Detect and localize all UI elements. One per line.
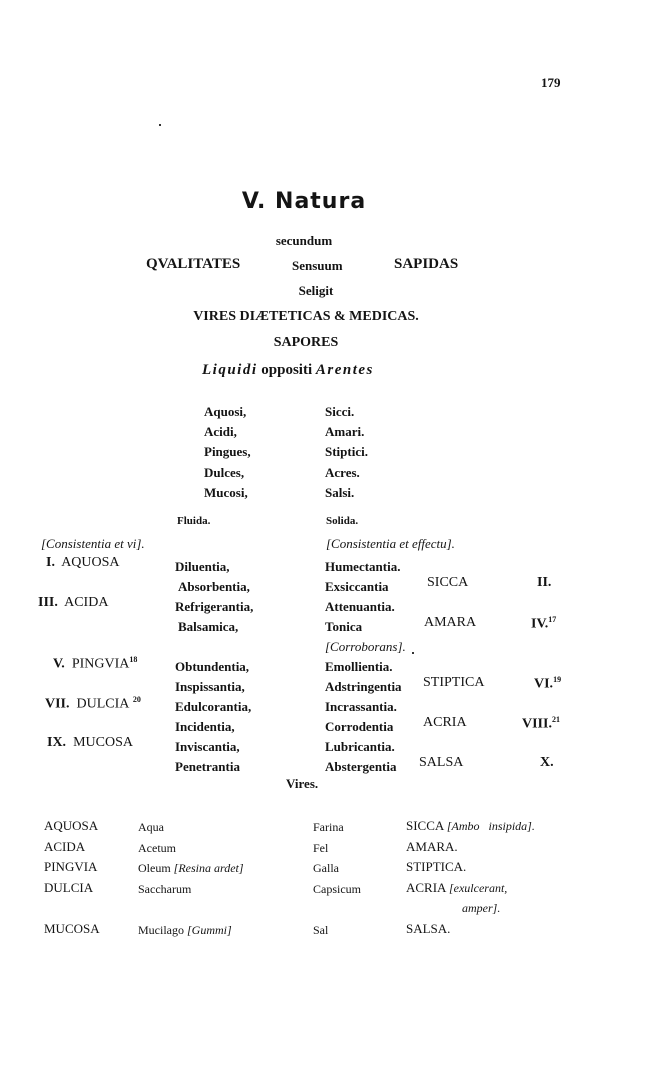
roman-numeral: VI.$^{19}$ [534,675,562,692]
list-item: Attenuantia. [325,599,395,614]
list-item: Corrodentia [325,719,394,734]
solida-group-name: ACRIA [423,715,467,730]
bottom-col-2 [138,817,244,940]
list-item: Acres. [325,464,360,480]
list-item: Acidi, [204,424,237,440]
list-item: Emollientia. [325,659,393,674]
list-item: Stiptici. [325,444,368,460]
print-speck [412,652,414,654]
heading-seligit: Seligit [298,283,334,298]
bottom-col-3 [313,817,361,940]
list-item: Inspissantia, [175,679,245,694]
solida-group-name: SALSA [419,755,464,770]
roman-numeral: V. [53,656,65,672]
heading-sapidas: SAPIDAS [394,256,459,272]
table-cell [44,898,100,919]
print-speck [159,124,161,126]
table-cell: PINGVIA [44,859,98,874]
roman-numeral: I. [46,555,55,570]
roman-numeral: VIII.$^{21}$ [522,715,560,732]
pairs-left-list [204,402,251,503]
page-title: V. Natura [241,189,367,214]
table-cell: ACRIA [exulcerant, [406,879,508,895]
solida-group-name: AMARA [424,615,477,630]
solida-items-list [325,557,406,777]
oppositi-label: oppositi [261,362,313,378]
list-item: Refrigerantia, [175,599,254,614]
table-cell: amper]. [462,901,501,915]
list-item: Salsi. [325,484,355,500]
roman-numeral: IV.$^{17}$ [531,615,557,632]
list-item: Sicci. [325,404,355,419]
table-cell: Galla [313,861,339,875]
fluida-items-list [175,557,253,777]
group-name: ACIDA [64,595,109,610]
heading-sensuum: Sensuum [292,258,343,273]
list-item: Aquosi, [204,404,247,419]
fluida-heading: Fluida. [177,515,211,527]
fluida-group-pingvia [53,656,137,672]
roman-numeral: IX. [47,735,67,750]
heading-vires: VIRES DIÆTETICAS & MEDICAS. [193,309,419,324]
solida-heading: Solida. [326,515,359,527]
table-cell: Sal [313,922,329,937]
table-cell: SALSA. [406,920,451,936]
solida-group-name: STIPTICA [423,675,485,690]
list-item: Penetrantia [175,759,240,774]
table-cell: Acetum [138,840,176,855]
table-cell: SICCA [Ambo insipida]. [406,818,535,833]
heading-qualitates: QVALITATES [146,256,241,272]
footnote-marker: 19 [553,675,562,684]
table-cell: Farina [313,820,344,834]
table-cell: STIPTICA. [406,859,467,874]
footnote-marker: 20 [132,695,141,704]
list-item: Exsiccantia [325,579,389,594]
table-cell: MUCOSA [44,920,100,936]
table-cell: Capsicum [313,881,361,896]
fluida-note: [Consistentia et vi]. [41,536,145,551]
table-cell: Mucilago [Gummi] [138,922,232,937]
list-item: Incrassantia. [325,699,397,714]
table-cell [138,899,244,920]
list-item: Tonica [325,619,363,634]
list-item: Absorbentia, [178,579,250,594]
table-cell: DULCIA [44,879,94,895]
list-item: Amari. [325,424,365,440]
page-number: 179 [541,75,561,90]
list-item: Lubricantia. [325,739,395,754]
list-item: Mucosi, [204,484,248,500]
table-cell: Fel [313,840,329,855]
liquidi-label: Liquidi [202,362,258,378]
list-item: Humectantia. [325,559,401,574]
group-name: DULCIA [76,696,130,712]
footnote-marker: 18 [129,655,138,664]
list-item: Balsamica, [178,619,239,634]
list-item: Dulces, [204,464,245,480]
list-item: Inviscantia, [175,739,240,754]
subtitle-secundum: secundum [275,233,333,248]
list-item: Diluentia, [175,559,230,574]
roman-numeral: II. [537,575,552,590]
footnote-marker: 17 [548,615,557,624]
list-item: Incidentia, [175,719,235,734]
group-name: MUCOSA [73,735,133,750]
list-item: Edulcorantia, [175,699,252,714]
roman-numeral: VII. [45,696,70,712]
list-item: Adstringentia [325,679,402,694]
group-name: AQUOSA [61,555,120,570]
list-item [175,637,253,657]
group-name: PINGVIA [71,656,130,672]
table-cell: AMARA. [406,838,458,854]
footnote-marker: 21 [551,715,560,724]
table-cell: AQUOSA [44,818,99,833]
bottom-col-1 [44,816,100,939]
roman-numeral: III. [38,595,58,610]
list-item: Obtundentia, [175,659,250,674]
heading-sapores: SAPORES [273,335,339,350]
table-cell: Aqua [138,820,164,834]
list-item: Abstergentia [325,759,397,774]
pairs-right-list [325,402,368,503]
table-cell [313,899,361,920]
vires-label: Vires. [286,776,319,791]
table-cell: ACIDA [44,838,86,854]
fluida-group-aquosa [46,556,120,570]
roman-numeral: X. [540,755,554,770]
list-item: Pingues, [204,444,251,460]
table-cell: Oleum [Resina ardet] [138,861,244,875]
fluida-group-dulcia [45,696,141,712]
fluida-group-acida [38,596,108,610]
list-item: [Corroborans]. [325,639,406,654]
solida-group-name: SICCA [427,575,469,590]
heading-liquidi-arentes [202,363,374,378]
arentes-label: Arentes [315,362,374,378]
table-cell: Saccharum [138,881,192,896]
bottom-col-4 [406,816,535,939]
solida-note: [Consistentia et effectu]. [326,536,455,551]
fluida-group-mucosa [47,736,133,750]
